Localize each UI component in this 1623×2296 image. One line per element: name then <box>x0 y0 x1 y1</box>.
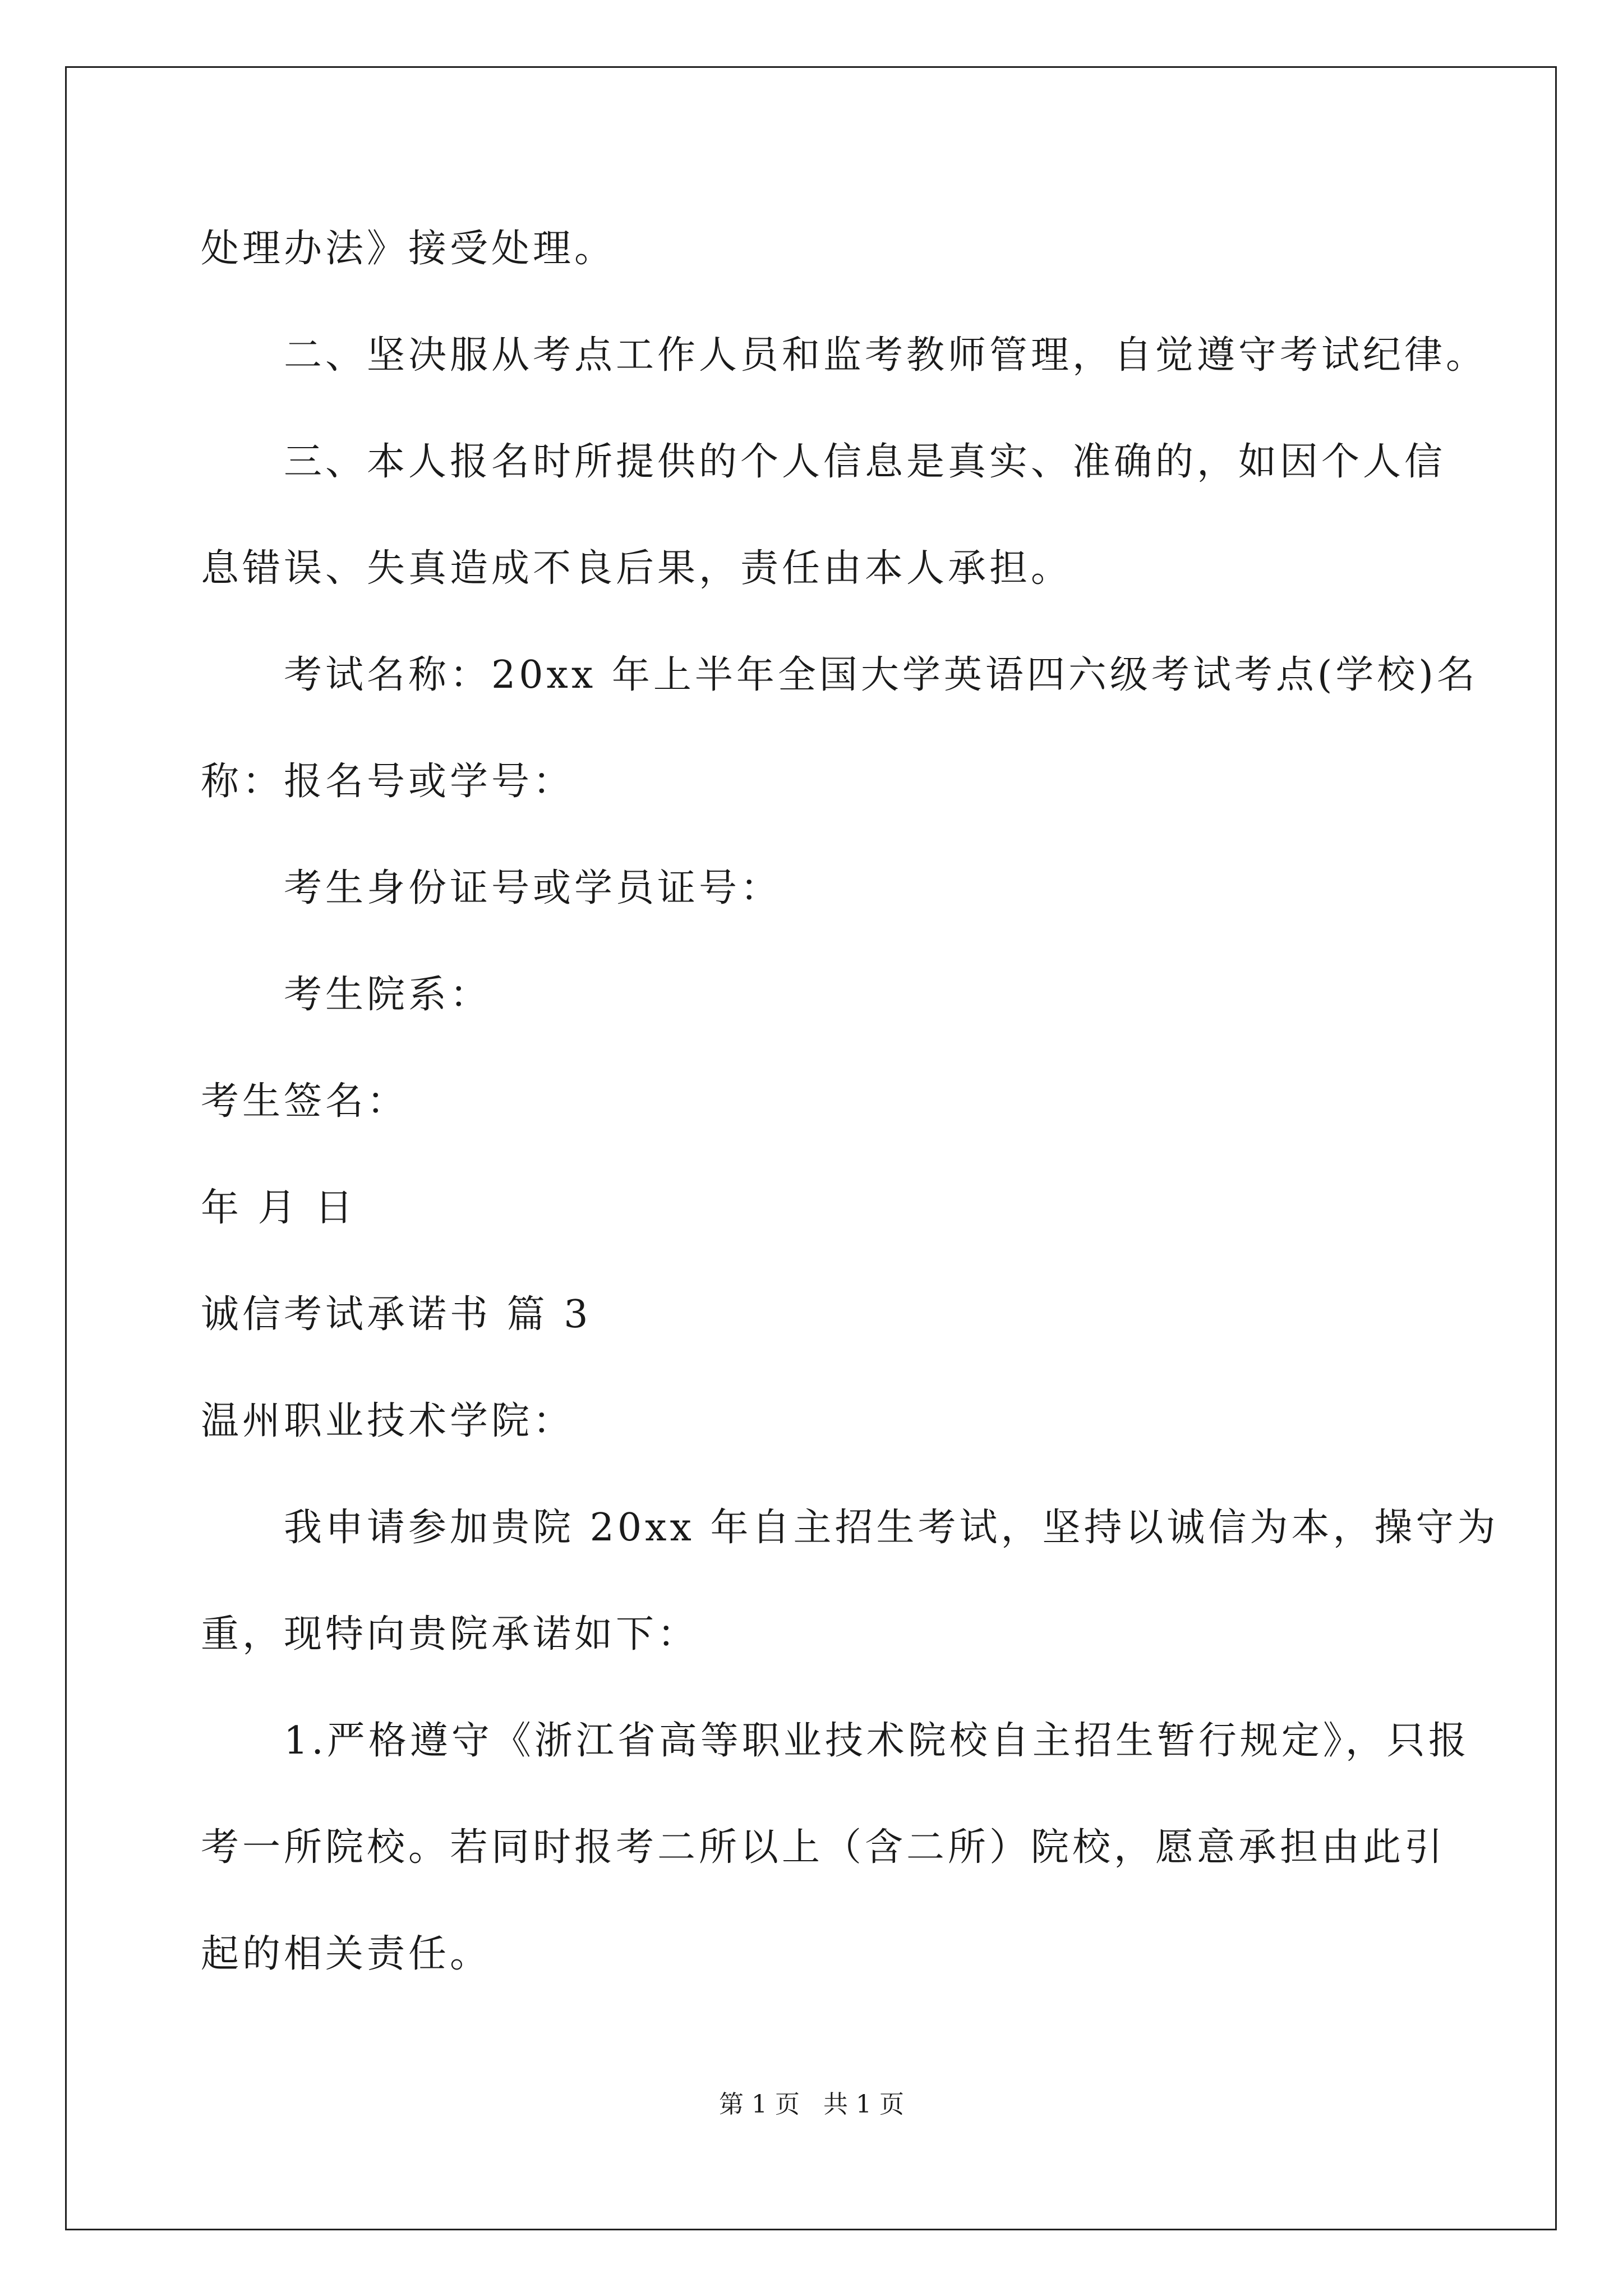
text-line: 温州职业技术学院： <box>201 1399 575 1443</box>
text-line: 考生签名： <box>201 1079 409 1124</box>
text-line: 息错误、失真造成不良后果，责任由本人承担。 <box>201 546 1073 591</box>
text-line: 重，现特向贵院承诺如下： <box>201 1612 699 1657</box>
page-footer <box>0 2092 1623 2117</box>
text-line: 考生身份证号或学员证号： <box>284 866 782 910</box>
page-total: 共 1 页 <box>823 2090 904 2119</box>
section-heading: 诚信考试承诺书 篇 3 <box>201 1292 592 1337</box>
text-line: 三、本人报名时所提供的个人信息是真实、准确的，如因个人信 <box>284 440 1446 484</box>
text-line: 称：报名号或学号： <box>201 760 575 804</box>
text-line: 我申请参加贵院 20xx 年自主招生考试，坚持以诚信为本，操守为 <box>284 1506 1499 1550</box>
text-line: 考一所院校。若同时报考二所以上（含二所）院校，愿意承担由此引 <box>201 1825 1446 1870</box>
text-line: 考试名称：20xx 年上半年全国大学英语四六级考试考点(学校)名 <box>284 653 1478 697</box>
text-line: 起的相关责任。 <box>201 1932 492 1976</box>
text-line: 二、坚决服从考点工作人员和监考教师管理，自觉遵守考试纪律。 <box>284 333 1488 378</box>
page-border <box>65 66 1557 2230</box>
page-number: 第 1 页 <box>719 2090 800 2119</box>
text-line: 考生院系： <box>284 973 492 1017</box>
text-line: 年 月 日 <box>201 1186 357 1230</box>
text-line: 处理办法》接受处理。 <box>201 227 616 271</box>
text-line: 1.严格遵守《浙江省高等职业技术院校自主招生暂行规定》，只报 <box>284 1719 1470 1763</box>
